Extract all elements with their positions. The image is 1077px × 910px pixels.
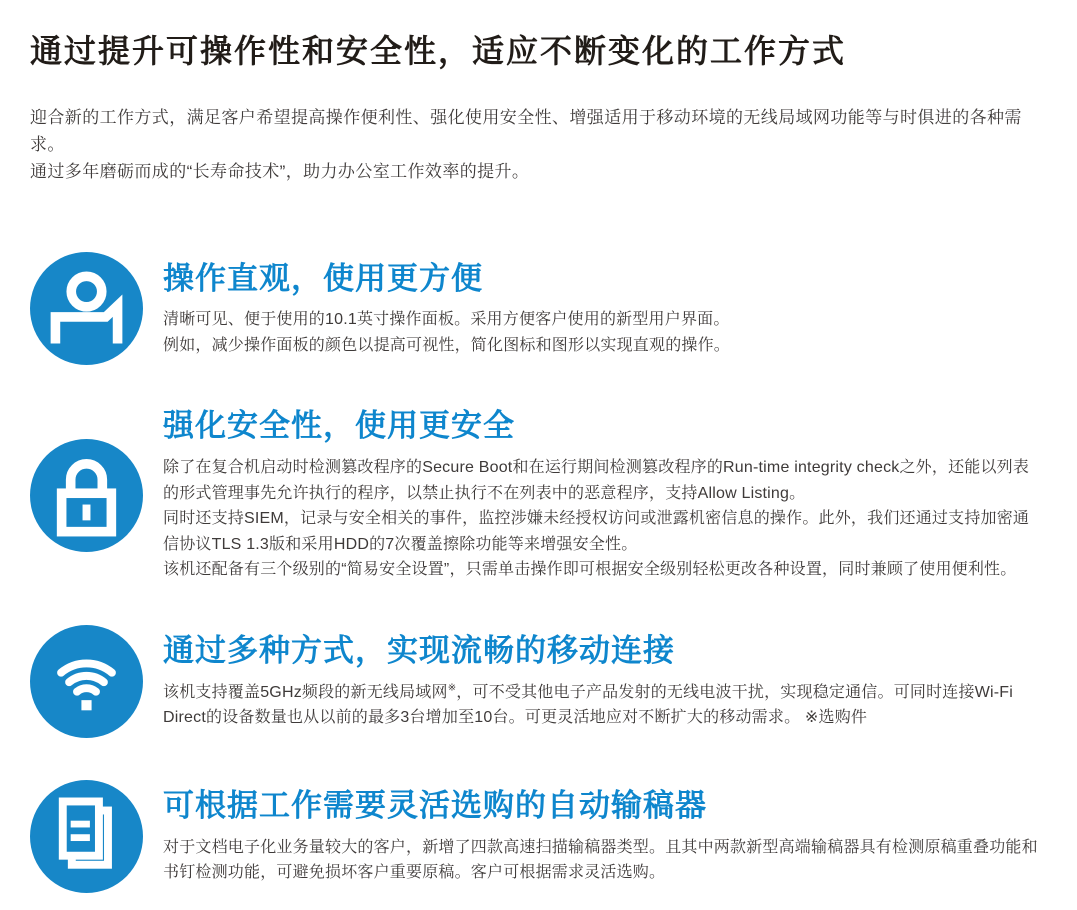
section-paragraph: 该机还配备有三个级别的“简易安全设置”，只需单击操作即可根据安全级别轻松更改各种设置，同时兼顾了使用便利性。	[163, 561, 1017, 579]
section-wireless	[30, 625, 1045, 738]
section-content	[163, 407, 1045, 582]
intro-paragraph: 通过多年磨砺而成的“长寿命技术”，助力办公室工作效率的提升。	[30, 162, 530, 182]
section-operation	[30, 252, 1045, 365]
documents-icon	[30, 780, 143, 893]
section-paragraph	[163, 680, 1045, 731]
feature-sections	[30, 252, 1045, 892]
section-paragraph: 例如，减少操作面板的颜色以提高可视性，简化图标和图形以实现直观的操作。	[163, 336, 731, 354]
intro-paragraph: 迎合新的工作方式，满足客户希望提高操作便利性、强化使用安全性、增强适用于移动环境的无线局域网功能等与时俱进的各种需求。	[30, 108, 1022, 155]
footnote-mark: ※	[447, 682, 457, 694]
lock-icon	[30, 439, 143, 552]
page-title: 通过提升可操作性和安全性，适应不断变化的工作方式	[30, 33, 847, 69]
section-paragraph: 清晰可见、便于使用的10.1英寸操作面板。采用方便客户使用的新型用户界面。	[163, 311, 730, 329]
section-feeder	[30, 780, 1045, 893]
operator-panel-icon	[30, 252, 143, 365]
section-paragraph: 同时还支持SIEM，记录与安全相关的事件，监控涉嫌未经授权访问或泄露机密信息的操作。此外，我们还通过支持加密通信协议TLS 1.3版和采用HDD的7次覆盖擦除功能等来增强安全性。	[163, 510, 1030, 553]
section-heading: 操作直观，使用更方便	[163, 260, 483, 296]
section-heading: 强化安全性，使用更安全	[163, 408, 515, 444]
paragraph-segment: ，可不受其他电子产品发射的无线电波干扰，实现稳定通信。可同时连接Wi-Fi Direct的设备数量也从以前的最多3台增加至10台。可更灵活地应对不断扩大的移动需求。 ※选购件	[163, 683, 1014, 727]
paragraph-segment: 该机支持覆盖5GHz频段的新无线局域网	[163, 683, 448, 701]
section-content	[163, 260, 1045, 359]
wifi-icon	[30, 625, 143, 738]
section-paragraph: 除了在复合机启动时检测篡改程序的Secure Boot和在运行期间检测篡改程序的Run-time integrity check之外，还能以列表的形式管理事先允许执行的程序，以禁止执行不在列表中的恶意程序，支持Allow Listing。	[163, 459, 1030, 502]
section-content	[163, 632, 1045, 731]
section-security	[30, 407, 1045, 582]
intro-text	[30, 104, 1044, 185]
section-paragraph: 对于文档电子化业务量较大的客户，新增了四款高速扫描输稿器类型。且其中两款新型高端输稿器具有检测原稿重叠功能和书钉检测功能，可避免损坏客户重要原稿。客户可根据需求灵活选购。	[163, 838, 1038, 882]
section-heading: 通过多种方式，实现流畅的移动连接	[163, 632, 675, 668]
section-content	[163, 787, 1045, 886]
section-heading: 可根据工作需要灵活选购的自动输稿器	[163, 787, 707, 823]
